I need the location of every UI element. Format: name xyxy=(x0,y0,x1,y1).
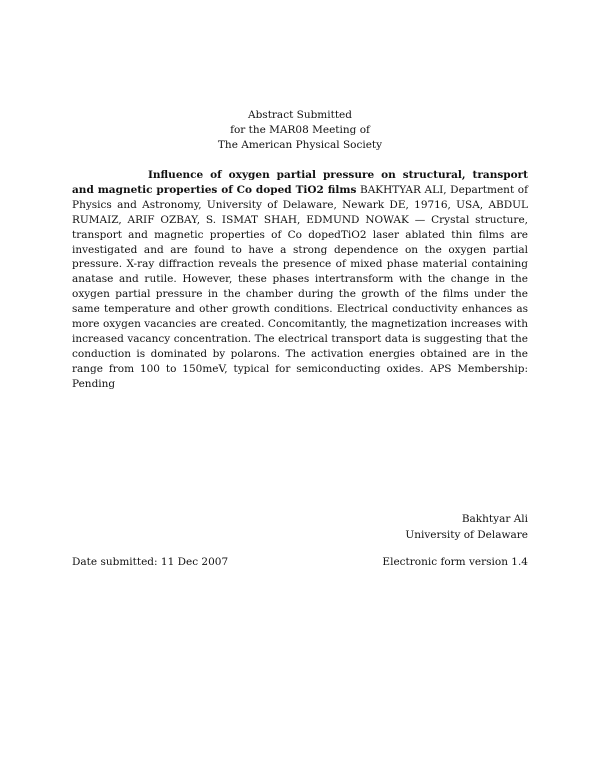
header-line-society: The American Physical Society xyxy=(217,139,383,151)
abstract-title: Influence of oxygen partial pressure on structural, transport and magnetic properties of Co doped TiO2 films xyxy=(72,169,528,196)
form-version: Electronic form version 1.4 xyxy=(382,556,528,568)
date-submitted: Date submitted: 11 Dec 2007 xyxy=(72,556,229,568)
header-line-meeting: for the MAR08 Meeting of xyxy=(230,124,370,136)
abstract-authors: BAKHTYAR ALI, Department of Physics and Astronomy, University of Delaware, Newark DE, 19716, USA, ABDUL RUMAIZ, ARIF OZBAY, S. ISMAT SHAH, EDMUND NOWAK xyxy=(72,183,528,226)
submission-header xyxy=(0,108,600,153)
signature-affiliation: University of Delaware xyxy=(405,528,528,541)
aps-membership: APS Membership: Pending xyxy=(72,362,529,390)
signature-block xyxy=(405,512,528,543)
abstract-body: Crystal structure, transport and magnetic properties of Co dopedTiO2 laser ablated thin films are investigated and are found to have a strong dependence on the oxygen partial pressure. X-ray diffraction reveals the presence of mixed phase material containing anatase and rutile. However, these phases intertransform with the change in the oxygen partial pressure in the chamber during the growth of the films under the same temperature and other growth conditions. Electrical conductivity enhances as more oxygen vacancies are created. Concomitantly, the magnetization increases with increased vacancy concentration. The electrical transport data is suggesting that the conduction is dominated by polarons. The activation energies obtained are in the range from 100 to 150meV, typical for semiconducting oxides. xyxy=(72,213,528,375)
header-line-abstract-submitted: Abstract Submitted xyxy=(248,109,352,121)
author-separator: — xyxy=(408,213,432,226)
abstract-paragraph xyxy=(72,168,528,392)
signature-name: Bakhtyar Ali xyxy=(461,513,528,525)
